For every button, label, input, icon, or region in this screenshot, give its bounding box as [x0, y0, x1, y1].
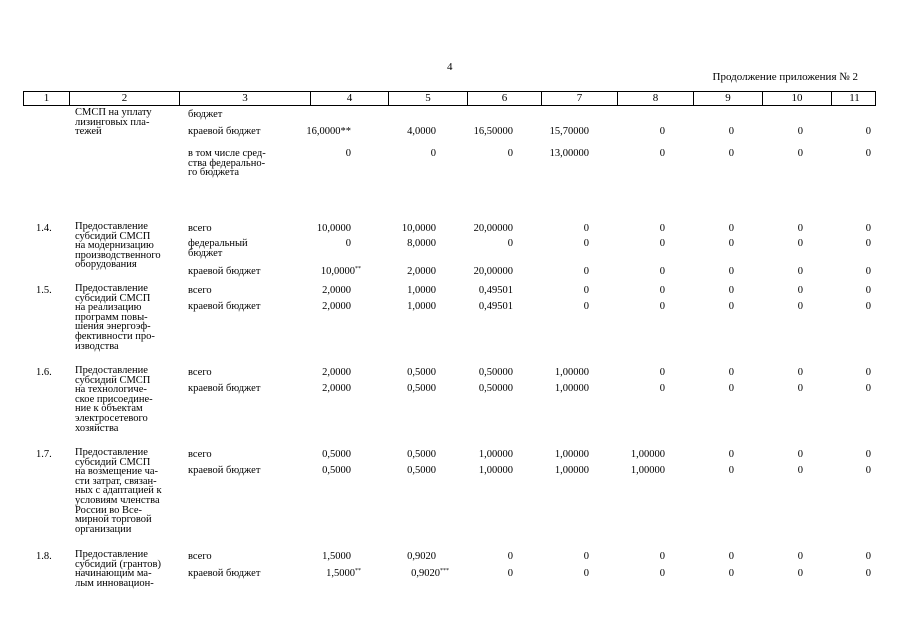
- header-col-10: 10: [763, 92, 832, 105]
- source-line: всего: [188, 223, 212, 234]
- value-col-4: 0: [345, 148, 351, 159]
- row-name-line: субсидий СМСП: [75, 230, 151, 242]
- row-number: 1.8.: [36, 551, 52, 562]
- value-col-7: 0: [583, 223, 589, 234]
- header-col-7: 7: [542, 92, 618, 105]
- source-line: краевой бюджет: [188, 266, 261, 277]
- value-col-5: 1,0000: [407, 285, 436, 296]
- value-col-7: 1,00000: [554, 465, 589, 476]
- value-col-10: 0: [797, 367, 803, 378]
- value-col-11: 0: [865, 367, 871, 378]
- row-name-line: России во Все-: [75, 504, 142, 516]
- value-col-10: 0: [797, 238, 803, 249]
- value-col-11: 0: [865, 551, 871, 562]
- value-col-6: 20,00000: [473, 266, 513, 277]
- source-line: всего: [188, 367, 212, 378]
- row-name-line: программ повы-: [75, 311, 148, 323]
- value-col-6: 0: [507, 238, 513, 249]
- row-name-line: условиям членства: [75, 495, 160, 506]
- value-col-5: 10,0000: [401, 223, 436, 234]
- value-col-9: 0: [728, 465, 734, 476]
- value-col-8: 1,00000: [630, 449, 665, 460]
- source-line: бюджет: [188, 109, 223, 120]
- row-name-line: субсидий СМСП: [75, 456, 151, 468]
- header-col-9: 9: [694, 92, 763, 105]
- value-col-11: 0: [865, 148, 871, 159]
- row-name-line: начинающим ма-: [75, 568, 152, 580]
- value-col-10: 0: [797, 449, 803, 460]
- value-col-5: 4,0000: [407, 126, 436, 137]
- value-col-8: 0: [659, 383, 665, 394]
- source-line: всего: [188, 449, 212, 460]
- value-col-9: 0: [728, 285, 734, 296]
- value-col-11: 0: [865, 238, 871, 249]
- value-col-8: 0: [659, 266, 665, 277]
- row-number: 1.6.: [36, 367, 52, 378]
- value-col-10: 0: [797, 568, 803, 579]
- row-name-line: оборудования: [75, 259, 137, 271]
- value-col-7: 15,70000: [549, 126, 589, 137]
- value-col-8: 0: [659, 367, 665, 378]
- row-name-line: ское присоедине-: [75, 393, 153, 405]
- row-name-line: Предоставление: [75, 221, 148, 232]
- value-col-6: 0: [507, 568, 513, 579]
- value-col-4: 0,5000: [322, 449, 351, 460]
- row-name-line: шения энергоэф-: [75, 321, 151, 333]
- value-col-6: 0,50000: [478, 383, 513, 394]
- value-col-11: 0: [865, 285, 871, 296]
- row-name-line: на технологиче-: [75, 384, 147, 396]
- header-col-5: 5: [389, 92, 468, 105]
- value-col-6: 0: [507, 148, 513, 159]
- value-col-4: 10,0000**: [320, 266, 361, 277]
- row-name-line: лизинговых пла-: [75, 116, 150, 128]
- value-col-11: 0: [865, 449, 871, 460]
- value-col-9: 0: [728, 551, 734, 562]
- value-col-9: 0: [728, 383, 734, 394]
- header-col-4: 4: [311, 92, 389, 105]
- value-col-10: 0: [797, 465, 803, 476]
- value-col-8: 0: [659, 148, 665, 159]
- value-col-11: 0: [865, 266, 871, 277]
- value-col-7: 0: [583, 266, 589, 277]
- row-name-line: субсидий СМСП: [75, 374, 151, 386]
- row-name-line: лым инновацион-: [75, 577, 154, 589]
- value-col-5: 0: [430, 148, 436, 159]
- value-col-6: 20,00000: [473, 223, 513, 234]
- value-col-6: 16,50000: [473, 126, 513, 137]
- value-col-7: 0: [583, 551, 589, 562]
- row-name-line: субсидий (грантов): [75, 558, 161, 570]
- value-col-7: 1,00000: [554, 383, 589, 394]
- value-col-7: 1,00000: [554, 449, 589, 460]
- value-col-11: 0: [865, 465, 871, 476]
- value-col-11: 0: [865, 301, 871, 312]
- value-col-6: 1,00000: [478, 465, 513, 476]
- value-col-5: 0,5000: [407, 465, 436, 476]
- value-col-8: 0: [659, 238, 665, 249]
- value-col-4: 1,5000: [322, 551, 351, 562]
- value-col-4: 2,0000: [322, 367, 351, 378]
- header-col-8: 8: [618, 92, 694, 105]
- value-col-4: 1,5000**: [326, 568, 361, 579]
- value-col-9: 0: [728, 238, 734, 249]
- row-name-line: хозяйства: [75, 422, 119, 434]
- value-col-10: 0: [797, 223, 803, 234]
- value-col-11: 0: [865, 126, 871, 137]
- value-col-9: 0: [728, 301, 734, 312]
- source-line: всего: [188, 285, 212, 296]
- value-col-7: 0: [583, 238, 589, 249]
- value-col-7: 0: [583, 301, 589, 312]
- source-line: краевой бюджет: [188, 568, 261, 579]
- value-col-8: 0: [659, 285, 665, 296]
- value-col-6: 0,49501: [478, 285, 513, 296]
- value-col-8: 0: [659, 126, 665, 137]
- value-col-7: 1,00000: [554, 367, 589, 378]
- source-line: всего: [188, 551, 212, 562]
- value-col-10: 0: [797, 148, 803, 159]
- value-col-11: 0: [865, 383, 871, 394]
- row-name-line: электросетевого: [75, 413, 148, 424]
- value-col-10: 0: [797, 126, 803, 137]
- header-col-6: 6: [468, 92, 542, 105]
- value-col-4: 2,0000: [322, 301, 351, 312]
- value-col-6: 0,49501: [478, 301, 513, 312]
- value-col-5: 2,0000: [407, 266, 436, 277]
- value-col-10: 0: [797, 266, 803, 277]
- value-col-9: 0: [728, 367, 734, 378]
- value-col-7: 0: [583, 285, 589, 296]
- header-col-2: 2: [70, 92, 180, 105]
- source-line: краевой бюджет: [188, 383, 261, 394]
- row-name-line: ние к объектам: [75, 403, 143, 415]
- value-col-5: 0,9020***: [411, 568, 449, 579]
- row-name-line: Предоставление: [75, 283, 148, 294]
- value-col-4: 0: [345, 238, 351, 249]
- value-col-9: 0: [728, 449, 734, 460]
- header-col-1: 1: [24, 92, 70, 105]
- value-col-9: 0: [728, 148, 734, 159]
- row-number: 1.7.: [36, 449, 52, 460]
- row-number: 1.5.: [36, 285, 52, 296]
- page-number: 4: [447, 61, 453, 73]
- header-col-11: 11: [849, 92, 860, 104]
- value-col-9: 0: [728, 223, 734, 234]
- row-name-line: Предоставление: [75, 365, 148, 376]
- value-col-11: 0: [865, 568, 871, 579]
- value-col-6: 0,50000: [478, 367, 513, 378]
- value-col-5: 8,0000: [407, 238, 436, 249]
- value-col-5: 0,5000: [407, 449, 436, 460]
- value-col-5: 0,5000: [407, 383, 436, 394]
- source-line: федеральный: [188, 238, 248, 249]
- value-col-4: 0,5000: [322, 465, 351, 476]
- row-name-line: на реализацию: [75, 302, 142, 314]
- source-line: краевой бюджет: [188, 465, 261, 476]
- row-name-line: организации: [75, 523, 132, 535]
- value-col-6: 0: [507, 551, 513, 562]
- value-col-9: 0: [728, 568, 734, 579]
- row-name-line: на модернизацию: [75, 240, 154, 252]
- table-header: [23, 91, 876, 106]
- row-name-line: на возмещение ча-: [75, 466, 159, 478]
- source-line: краевой бюджет: [188, 301, 261, 312]
- value-col-4: 10,0000: [316, 223, 351, 234]
- value-col-5: 1,0000: [407, 301, 436, 312]
- value-col-9: 0: [728, 266, 734, 277]
- value-col-8: 1,00000: [630, 465, 665, 476]
- value-col-11: 0: [865, 223, 871, 234]
- row-name-line: тежей: [75, 126, 102, 138]
- value-col-6: 1,00000: [478, 449, 513, 460]
- value-col-7: 13,00000: [549, 148, 589, 159]
- row-name-line: производственного: [75, 249, 161, 261]
- value-col-10: 0: [797, 551, 803, 562]
- row-name-line: мирной торговой: [75, 514, 152, 526]
- value-col-8: 0: [659, 568, 665, 579]
- value-col-4: 2,0000: [322, 383, 351, 394]
- header-col-3: 3: [180, 92, 311, 105]
- continuation-label: Продолжение приложения № 2: [712, 71, 858, 83]
- source-line: го бюджета: [188, 167, 240, 179]
- value-col-8: 0: [659, 551, 665, 562]
- source-line: бюджет: [188, 247, 223, 259]
- source-line: в том числе сред-: [188, 148, 266, 159]
- value-col-5: 0,5000: [407, 367, 436, 378]
- row-name-line: изводства: [75, 340, 119, 352]
- value-col-4: 16,0000**: [306, 126, 351, 137]
- row-name-line: ных с адаптацией к: [75, 485, 162, 497]
- source-line: ства федерально-: [188, 157, 266, 169]
- value-col-10: 0: [797, 383, 803, 394]
- source-line: краевой бюджет: [188, 126, 261, 137]
- value-col-9: 0: [728, 126, 734, 137]
- value-col-10: 0: [797, 285, 803, 296]
- value-col-4: 2,0000: [322, 285, 351, 296]
- row-name-line: Предоставление: [75, 549, 148, 560]
- row-name-line: сти затрат, связан-: [75, 475, 157, 487]
- row-name-line: фективности про-: [75, 331, 155, 342]
- row-number: 1.4.: [36, 223, 52, 234]
- value-col-8: 0: [659, 301, 665, 312]
- value-col-5: 0,9020: [407, 551, 436, 562]
- row-name-line: Предоставление: [75, 447, 148, 458]
- row-name-line: СМСП на уплату: [75, 107, 152, 118]
- value-col-7: 0: [583, 568, 589, 579]
- value-col-10: 0: [797, 301, 803, 312]
- row-name-line: субсидий СМСП: [75, 292, 151, 304]
- value-col-8: 0: [659, 223, 665, 234]
